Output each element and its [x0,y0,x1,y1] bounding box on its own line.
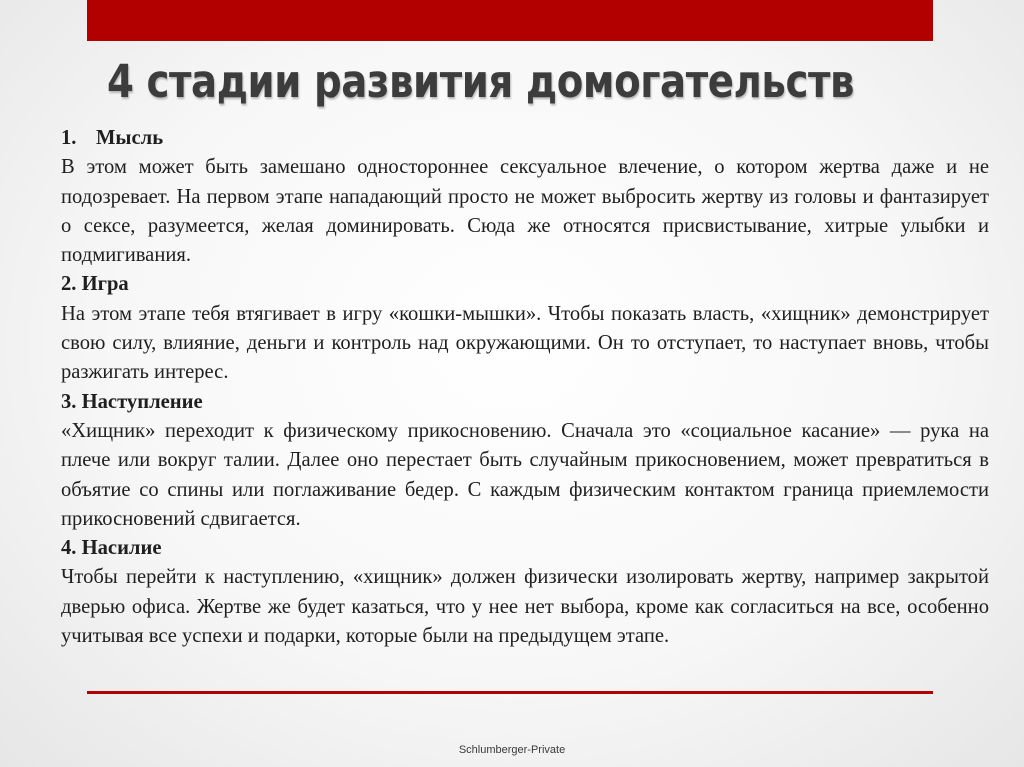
section-number: 1. [61,127,77,149]
section-text: В этом может быть замешано одностороннее сексуальное влечение, о котором жертва даже и не подозревает. На первом этапе нападающий просто не может выбросить жертву из головы и фантазирует о сексе, разумеется, желая доминировать. Сюда же относятся присвистывание, хитрые улыбки и подмигивания. [61,156,989,267]
section-text: На этом этапе тебя втягивает в игру «кошки-мышки». Чтобы показать власть, «хищник» демонстрирует свою силу, влияние, деньги и контроль над окружающими. Он то отступает, то наступает вновь, чтобы разжигать интерес. [61,302,989,384]
section-title: Наступление [81,390,203,413]
section-heading [61,388,989,417]
section-heading [61,270,989,299]
section-text: Чтобы перейти к наступлению, «хищник» должен физически изолировать жертву, например закрытой дверью офиса. Жертве же будет казаться, что у нее нет выбора, кроме как согласиться на все, особенно учитывая все успехи и подарки, которые были на предыдущем этапе. [61,566,989,648]
top-accent-bar [87,0,933,41]
section-number: 2. [61,273,77,296]
section-number: 4. [61,537,77,560]
section-offensive [61,388,989,534]
section-thought [61,124,989,270]
slide-title: 4 стадии развития домогательств [107,55,855,108]
footer-label: Schlumberger-Private [458,744,566,756]
section-number: 3. [61,390,77,413]
section-text: «Хищник» переходит к физическому прикосновению. Сначала это «социальное касание» — рука на плече или вокруг талии. Далее оно перестает быть случайным прикосновением, может превратиться в объятие со спины или поглаживание бедер. С каждым физическим контактом граница приемлемости прикосновений сдвигается. [61,419,989,530]
section-game [61,270,989,387]
slide-content [61,124,989,651]
section-heading [61,124,989,153]
section-title: Мысль [96,127,164,149]
section-violence [61,534,989,651]
bottom-divider [87,691,933,694]
section-title: Игра [81,273,129,296]
section-heading [61,534,989,563]
section-title: Насилие [81,537,162,560]
